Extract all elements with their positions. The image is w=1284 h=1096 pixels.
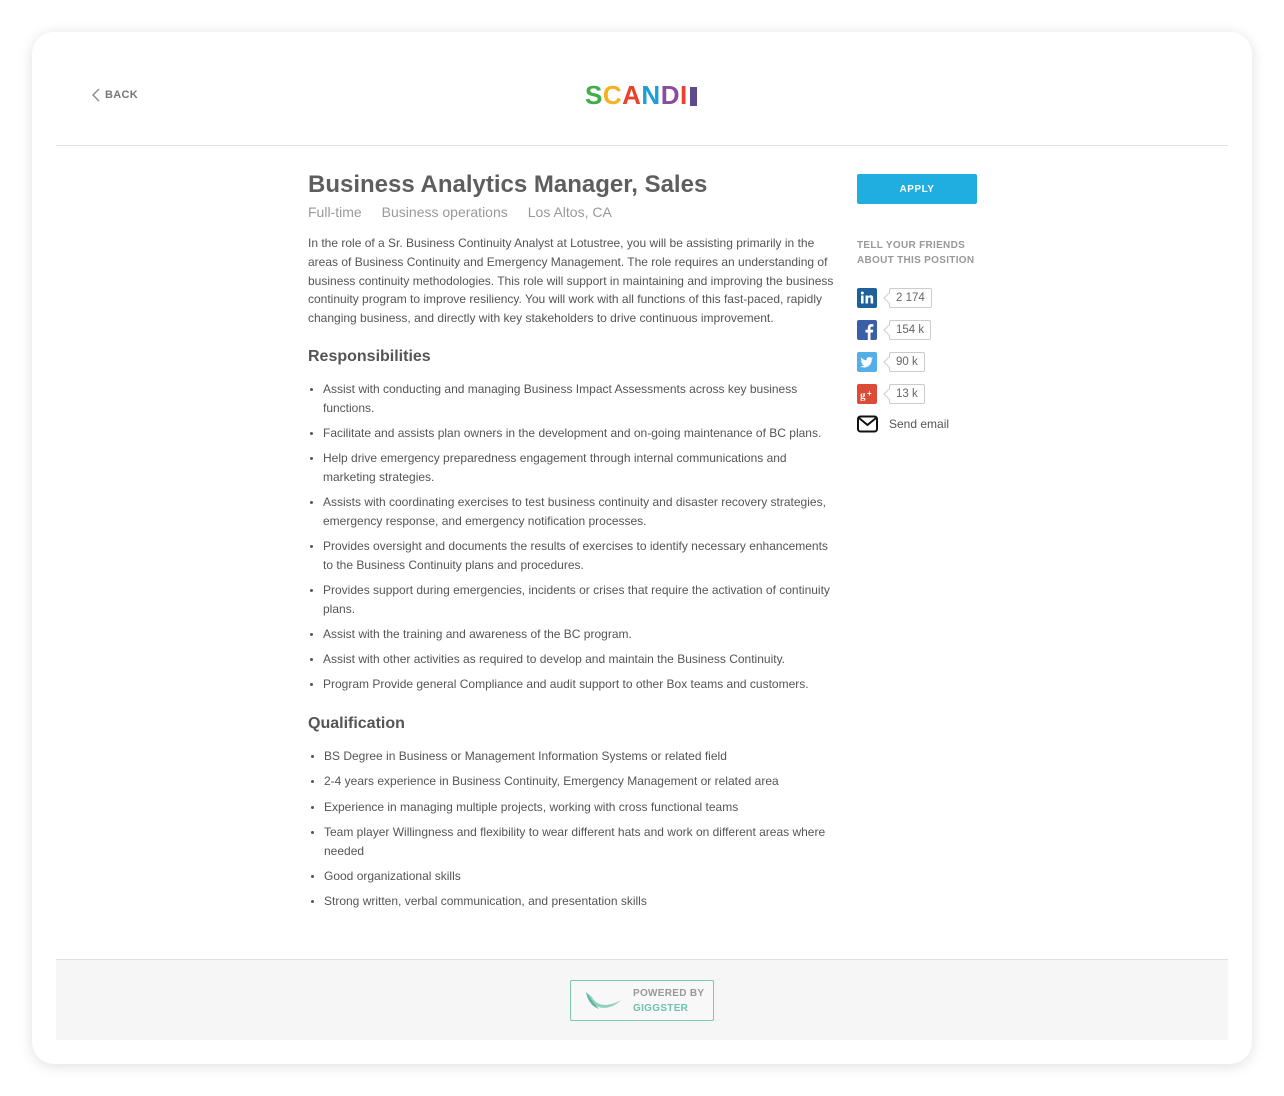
job-title: Business Analytics Manager, Sales — [308, 171, 708, 198]
responsibilities-list — [308, 380, 840, 694]
send-email-link[interactable] — [857, 415, 1017, 433]
job-department: Business operations — [381, 204, 508, 220]
header — [56, 32, 1228, 146]
facebook-icon[interactable] — [857, 320, 877, 340]
linkedin-icon[interactable] — [857, 288, 877, 308]
sidebar — [857, 174, 1017, 433]
share-count: 154 k — [889, 320, 931, 340]
google-plus-icon[interactable] — [857, 384, 877, 404]
job-type: Full-time — [308, 204, 362, 220]
list-item: BS Degree in Business or Management Information Systems or related field — [324, 747, 840, 766]
list-item: Help drive emergency preparedness engagement through internal communications and marketing strategies. — [323, 449, 840, 487]
logo-letter: D — [660, 80, 680, 110]
powered-by-giggster-badge[interactable] — [570, 980, 714, 1021]
powered-by-text — [633, 986, 704, 1016]
logo-tag — [690, 87, 697, 106]
qualification-heading: Qualification — [308, 715, 405, 733]
back-label: BACK — [105, 89, 138, 101]
logo-letter: S — [585, 80, 603, 110]
list-item: Strong written, verbal communication, and presentation skills — [324, 892, 840, 911]
logo-letter: N — [641, 80, 661, 110]
mail-icon — [857, 415, 878, 433]
list-item: Assist with other activities as required to develop and maintain the Business Continuity. — [323, 650, 840, 669]
list-item: Provides support during emergencies, incidents or crises that require the activation of continuity plans. — [323, 581, 840, 619]
list-item: Assist with the training and awareness of the BC program. — [323, 625, 840, 644]
page-frame — [32, 32, 1252, 1064]
list-item: Assists with coordinating exercises to test business continuity and disaster recovery strategies, emergency response, and emergency notification processes. — [323, 493, 840, 531]
logo-letter: A — [622, 80, 642, 110]
list-item: Team player Willingness and flexibility to wear different hats and work on different areas where needed — [324, 823, 840, 861]
job-location: Los Altos, CA — [527, 204, 612, 220]
list-item: Provides oversight and documents the results of exercises to identify necessary enhancements to the Business Continuity plans and procedures. — [323, 537, 840, 575]
apply-button[interactable]: APPLY — [857, 174, 977, 204]
share-count: 13 k — [889, 384, 925, 404]
share-google-plus[interactable] — [857, 383, 1017, 405]
qualification-list — [308, 747, 840, 911]
share-count: 2 174 — [889, 288, 932, 308]
powered-by-label: POWERED BY — [633, 987, 705, 999]
svg-text:+: + — [867, 389, 872, 398]
list-item: 2-4 years experience in Business Continuity, Emergency Management or related area — [324, 772, 840, 791]
job-meta — [308, 204, 840, 220]
scandi-logo — [585, 82, 697, 108]
chevron-left-icon — [92, 88, 100, 102]
list-item: Program Provide general Compliance and audit support to other Box teams and customers. — [323, 675, 840, 694]
share-list — [857, 287, 1017, 405]
send-email-label: Send email — [889, 417, 950, 431]
twitter-icon[interactable] — [857, 352, 877, 372]
share-title: TELL YOUR FRIENDS ABOUT THIS POSITION — [857, 240, 975, 266]
list-item: Assist with conducting and managing Business Impact Assessments across key business functions. — [323, 380, 840, 418]
list-item: Experience in managing multiple projects, working with cross functional teams — [324, 798, 840, 817]
logo-letter: I — [679, 80, 688, 110]
share-twitter[interactable] — [857, 351, 1017, 373]
share-count: 90 k — [889, 352, 925, 372]
share-linkedin[interactable] — [857, 287, 1017, 309]
giggster-logo-icon — [583, 988, 623, 1014]
list-item: Good organizational skills — [324, 867, 840, 886]
footer — [56, 959, 1228, 1040]
back-button[interactable] — [92, 88, 138, 102]
responsibilities-heading: Responsibilities — [308, 347, 431, 365]
job-description: In the role of a Sr. Business Continuity Analyst at Lotustree, you will be assisting primarily in the areas of Business Continuity and Emergency Management. The role requires an understanding of business continuity methodologies. This role will support in maintaining and improving the business continuity program to improve resiliency. You will work with all functions of this fast-paced, rapidly changing business, and directly with key stakeholders to drive continuous improvement. — [308, 236, 834, 326]
giggster-brand: GIGGSTER — [633, 1002, 689, 1014]
svg-text:g: g — [860, 389, 866, 402]
list-item: Facilitate and assists plan owners in the development and on-going maintenance of BC plans. — [323, 424, 840, 443]
share-facebook[interactable] — [857, 319, 1017, 341]
job-content — [308, 170, 840, 917]
logo-letter: C — [602, 80, 623, 110]
